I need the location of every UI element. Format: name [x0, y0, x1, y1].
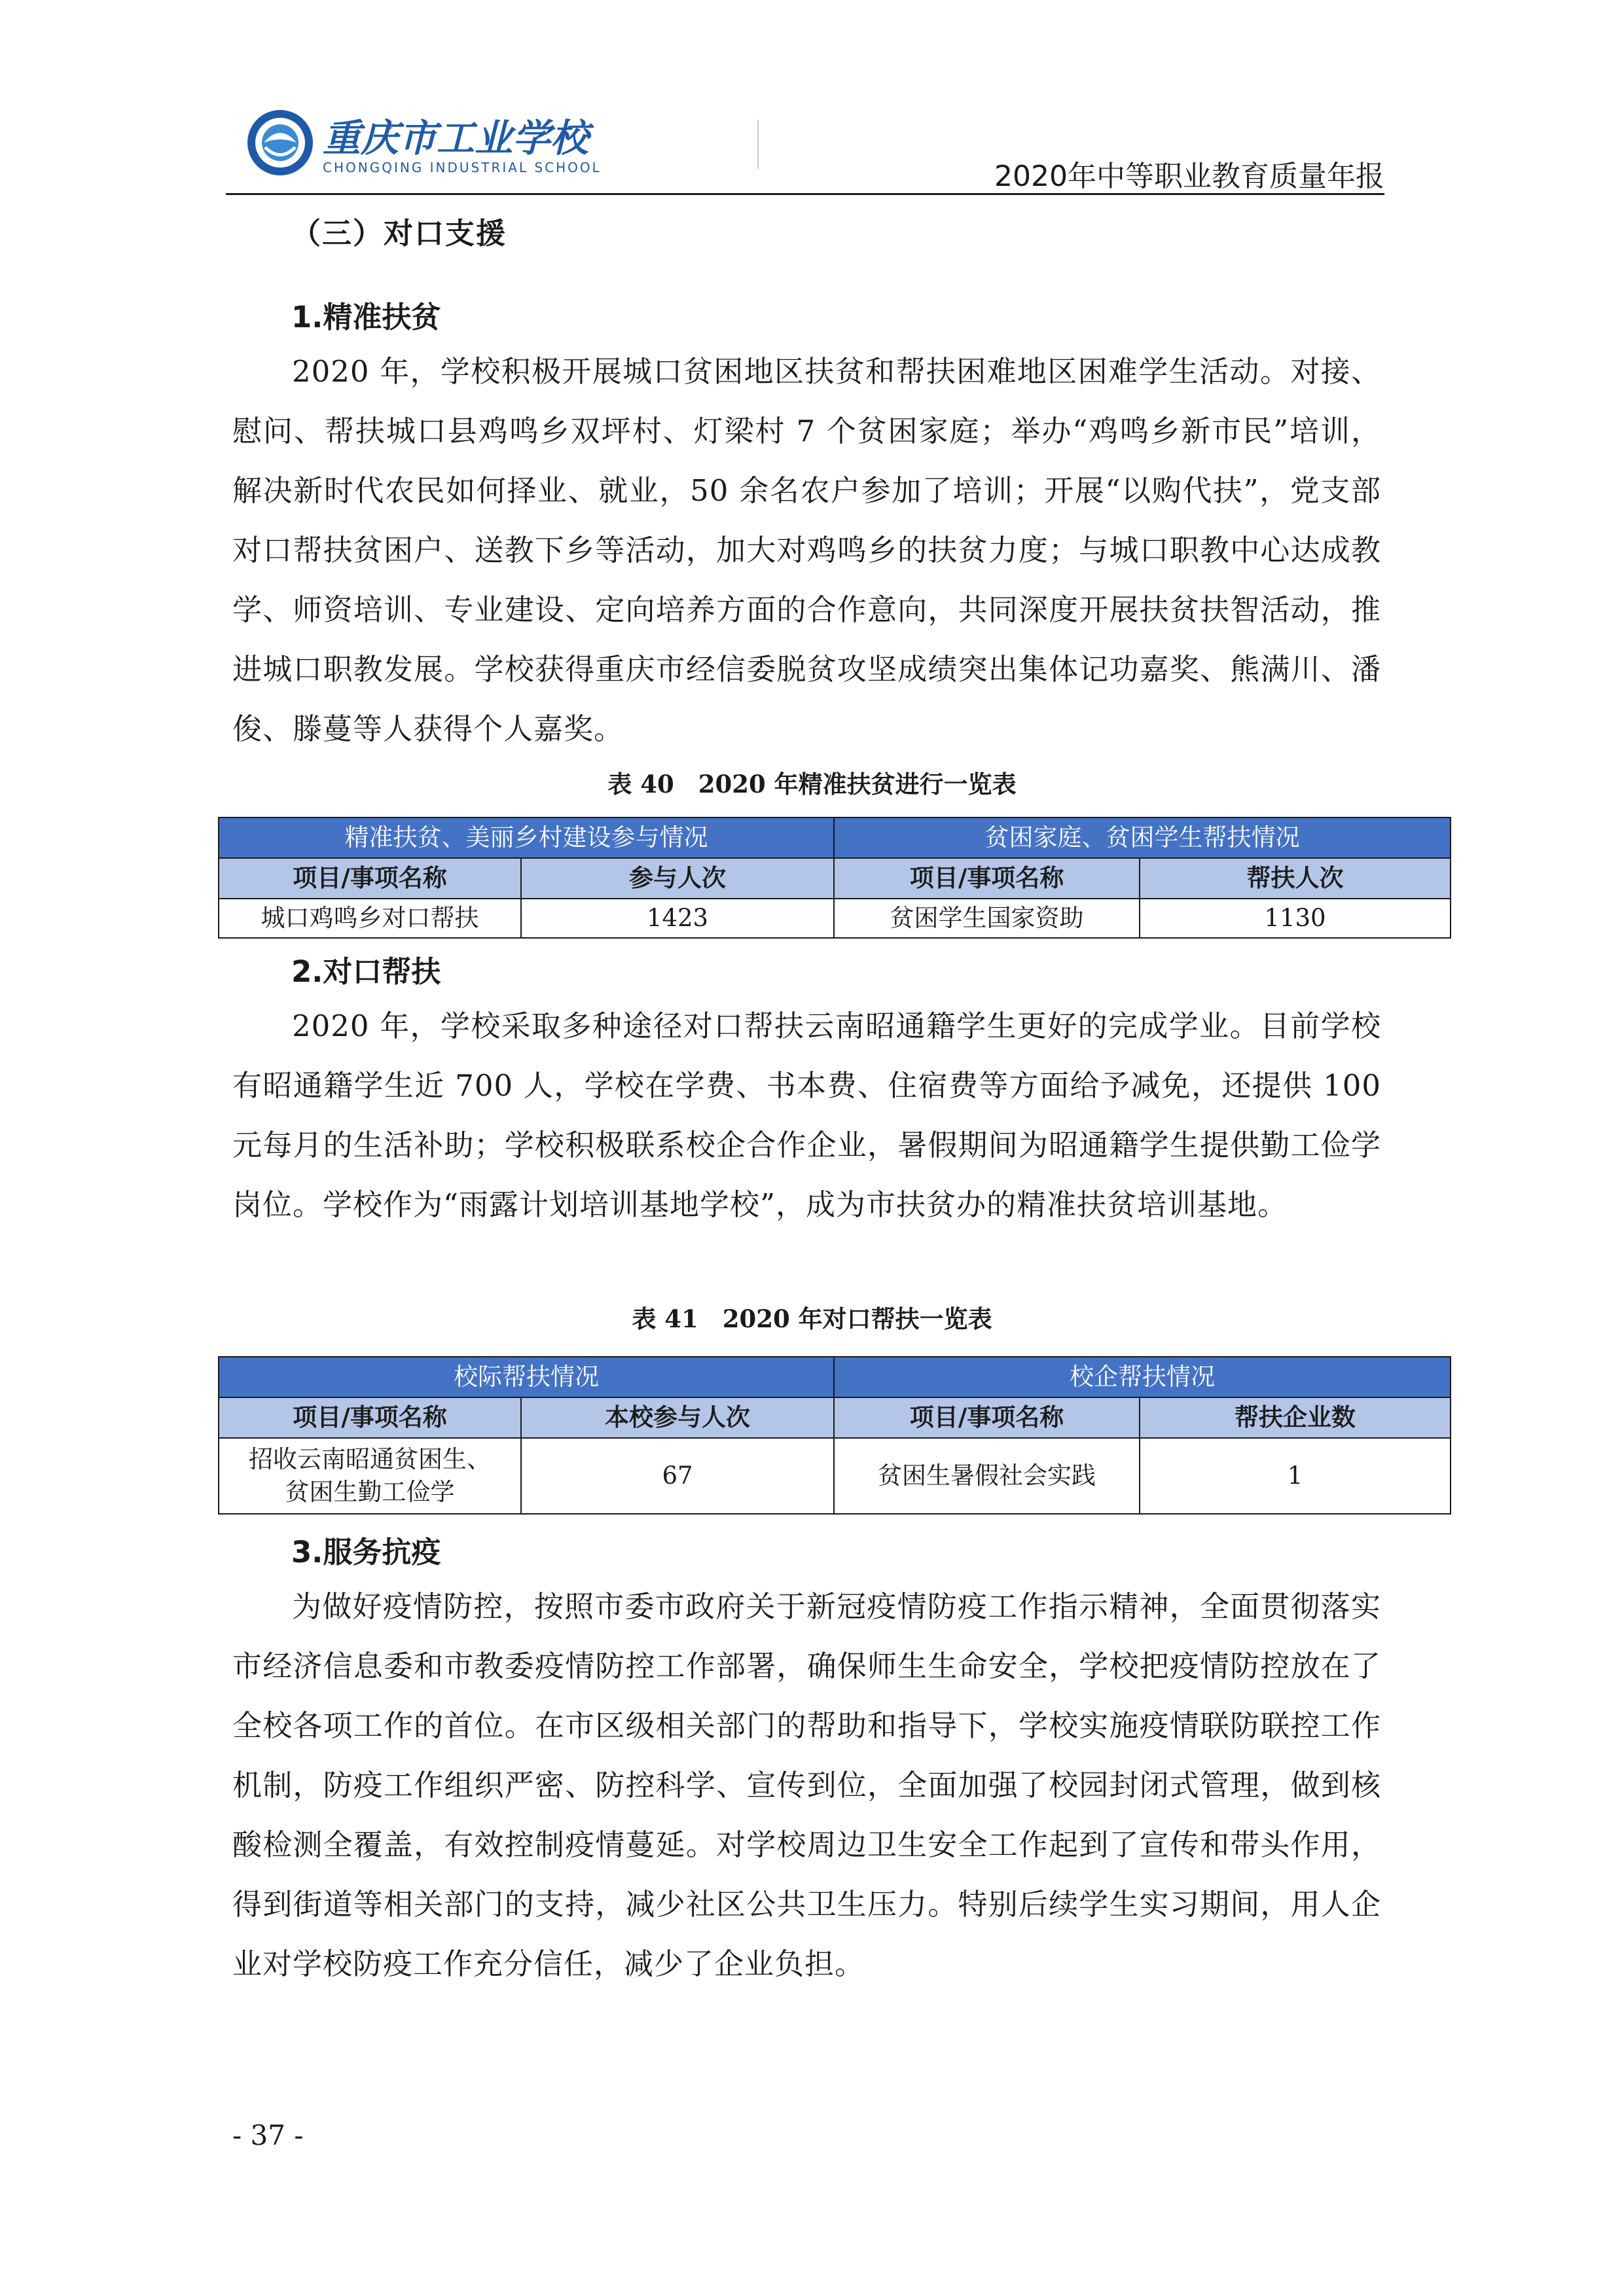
- subsection-heading-1: 1.精准扶贫: [291, 300, 441, 334]
- svg-text:重庆市工业学校: 重庆市工业学校: [323, 116, 589, 160]
- table40-cell: 贫困学生国家资助: [834, 899, 1140, 938]
- table41-group-header: 校际帮扶情况: [219, 1357, 834, 1397]
- table40-caption: 表 40 2020 年精准扶贫进行一览表: [607, 770, 1017, 798]
- table41-col-header: 项目/事项名称: [219, 1397, 521, 1438]
- table41-cell: 1: [1140, 1438, 1451, 1514]
- table40-group-header: 精准扶贫、美丽乡村建设参与情况: [219, 817, 834, 858]
- school-logo: [244, 107, 820, 179]
- paragraph-1: 2020 年，学校积极开展城口贫困地区扶贫和帮扶困难地区困难学生活动。对接、慰问、帮扶城口县鸡鸣乡双坪村、灯梁村 7 个贫困家庭；举办“鸡鸣乡新市民”培训，解决新时代农民如何择业、就业，50 余名农户参加了培训；开展“以购代扶”，党支部对口帮扶贫困户、送教下乡等活动，加大对鸡鸣乡的扶贫力度；与城口职教中心达成教学、师资培训、专业建设、定向培养方面的合作意向，共同深度开展扶贫扶智活动，推进城口职教发展。学校获得重庆市经信委脱贫攻坚成绩突出集体记功嘉奖、熊满川、潘俊、滕蔓等人获得个人嘉奖。: [232, 354, 1381, 746]
- table40-col-header: 帮扶人次: [1140, 858, 1451, 899]
- table41: [218, 1356, 1451, 1515]
- paragraph-3: 为做好疫情防控，按照市委市政府关于新冠疫情防疫工作指示精神，全面贯彻落实市经济信息委和市教委疫情防控工作部署，确保师生生命安全，学校把疫情防控放在了全校各项工作的首位。在市区级相关部门的帮助和指导下，学校实施疫情联防联控工作机制，防疫工作组织严密、防控科学、宣传到位，全面加强了校园封闭式管理，做到核酸检测全覆盖，有效控制疫情蔓延。对学校周边卫生安全工作起到了宣传和带头作用，得到街道等相关部门的支持，减少社区公共卫生压力。特别后续学生实习期间，用人企业对学校防疫工作充分信任，减少了企业负担。: [232, 1589, 1381, 1981]
- page-number: - 37 -: [232, 2119, 304, 2151]
- svg-text:CHONGQING INDUSTRIAL SCHOOL: CHONGQING INDUSTRIAL SCHOOL: [323, 160, 602, 175]
- table41-group-header: 校企帮扶情况: [834, 1357, 1451, 1397]
- table40-cell: 1130: [1140, 899, 1451, 938]
- table41-caption: 表 41 2020 年对口帮扶一览表: [632, 1304, 992, 1333]
- table41-col-header: 项目/事项名称: [834, 1397, 1140, 1438]
- table41-cell-line: 贫困生勤工俭学: [285, 1478, 455, 1506]
- table40-col-header: 参与人次: [521, 858, 834, 899]
- page-header: [226, 101, 1384, 200]
- table41-cell: [219, 1438, 521, 1514]
- section-title: （三）对口支援: [291, 216, 507, 251]
- table40-cell: 城口鸡鸣乡对口帮扶: [219, 899, 521, 938]
- table41-cell: 贫困生暑假社会实践: [834, 1438, 1140, 1514]
- header-divider: [226, 193, 1384, 195]
- paragraph-2: 2020 年，学校采取多种途径对口帮扶云南昭通籍学生更好的完成学业。目前学校有昭通籍学生近 700 人，学校在学费、书本费、住宿费等方面给予减免，还提供 100 元每月的生活补助；学校积极联系校企合作企业，暑假期间为昭通籍学生提供勤工俭学岗位。学校作为“雨露计划培训基地学校”，成为市扶贫办的精准扶贫培训基地。: [232, 1009, 1381, 1222]
- table40: [218, 817, 1451, 939]
- table40-cell: 1423: [521, 899, 834, 938]
- report-title: 2020年中等职业教育质量年报: [994, 160, 1384, 193]
- subsection-heading-3: 3.服务抗疫: [291, 1535, 441, 1570]
- table41-col-header: 本校参与人次: [521, 1397, 834, 1438]
- table40-col-header: 项目/事项名称: [219, 858, 521, 899]
- subsection-heading-2: 2.对口帮扶: [291, 954, 441, 989]
- table41-cell-line: 招收云南昭通贫困生、: [249, 1445, 491, 1473]
- table40-group-header: 贫困家庭、贫困学生帮扶情况: [834, 817, 1451, 858]
- table41-col-header: 帮扶企业数: [1140, 1397, 1451, 1438]
- table41-cell: 67: [521, 1438, 834, 1514]
- table40-col-header: 项目/事项名称: [834, 858, 1140, 899]
